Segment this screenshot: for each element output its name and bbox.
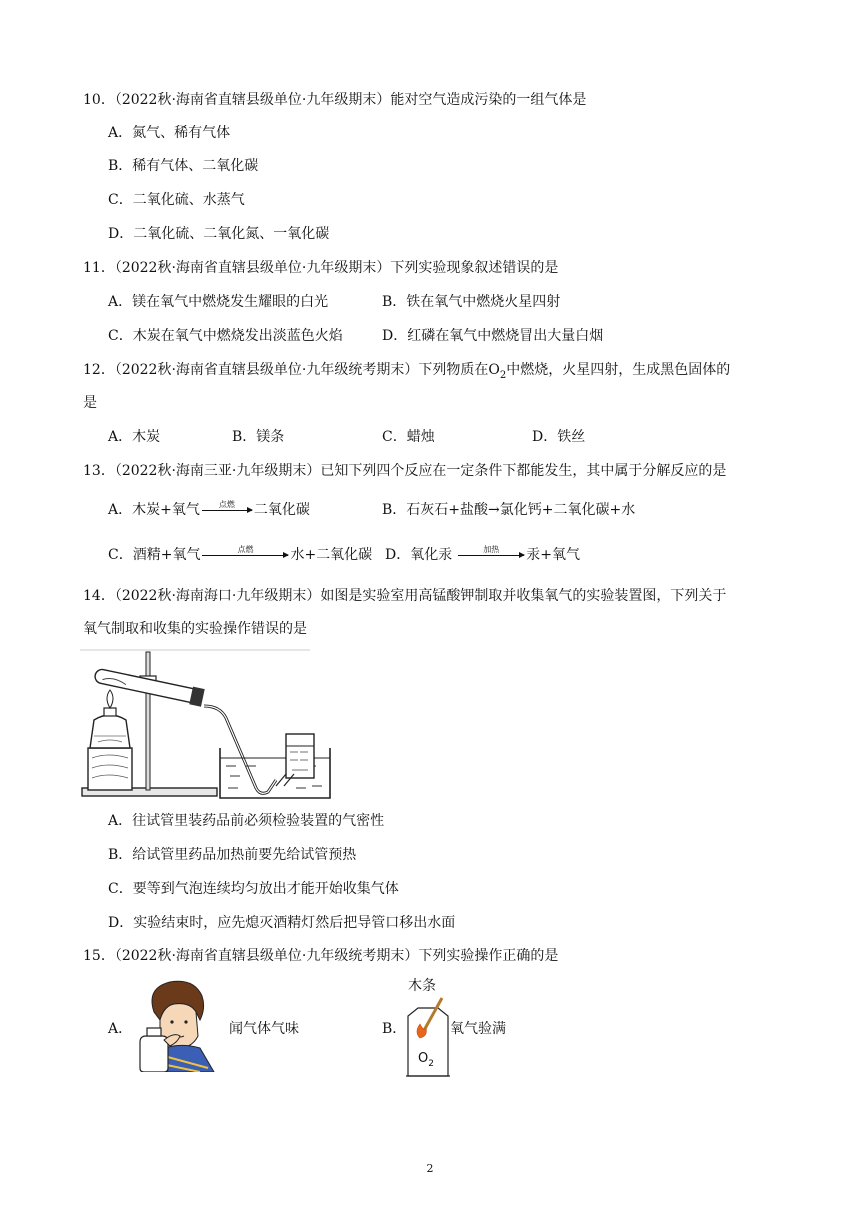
q12-stem bbox=[83, 360, 730, 386]
q14-option-c: C．要等到气泡连续均匀放出才能开始收集气体 bbox=[108, 881, 399, 897]
q15-option-a-letter: A． bbox=[108, 1021, 133, 1037]
q13-option-b: B．石灰石+盐酸→氯化钙+二氧化碳+水 bbox=[382, 502, 636, 518]
smell-gas-figure bbox=[134, 976, 224, 1072]
q13-option-c bbox=[108, 545, 372, 565]
oxygen-symbol: O bbox=[418, 1051, 429, 1066]
q11-option-d: D．红磷在氧气中燃烧冒出大量白烟 bbox=[382, 328, 604, 344]
reaction-arrow bbox=[458, 545, 524, 556]
q13-d-reactants: D．氧化汞 bbox=[385, 547, 453, 563]
q15-option-a-caption: 闻气体气味 bbox=[229, 1021, 299, 1037]
q12-stem-post: 中燃烧，火星四射，生成黑色固体的 bbox=[506, 362, 731, 378]
q13-a-products: 二氧化碳 bbox=[253, 502, 310, 518]
q15-option-b-caption: 氧气验满 bbox=[450, 1021, 506, 1037]
q15-option-b-letter: B． bbox=[382, 1021, 407, 1037]
q11-option-a: A．镁在氧气中燃烧发生耀眼的白光 bbox=[108, 294, 329, 310]
q14-stem-line1: 14．（2022秋·海南海口·九年级期末）如图是实验室用高锰酸钾制取并收集氧气的实验装置图，下列关于 bbox=[83, 588, 727, 604]
q13-d-products: 汞+氧气 bbox=[526, 547, 580, 563]
q12-option-b: B．镁条 bbox=[232, 429, 285, 445]
q11-option-b: B．铁在氧气中燃烧火星四射 bbox=[382, 294, 561, 310]
q10-option-d: D．二氧化硫、二氧化氮、一氧化碳 bbox=[108, 226, 330, 242]
reaction-condition: 加热 bbox=[483, 545, 500, 554]
page-number: 2 bbox=[426, 1162, 434, 1175]
q10-option-b: B．稀有气体、二氧化碳 bbox=[108, 158, 259, 174]
q12-stem-sub: 2 bbox=[499, 369, 507, 381]
q12-option-d: D．铁丝 bbox=[532, 429, 586, 445]
reaction-arrow bbox=[202, 500, 252, 511]
q11-option-c: C．木炭在氧气中燃烧发出淡蓝色火焰 bbox=[108, 328, 343, 344]
reaction-condition: 点燃 bbox=[218, 500, 235, 509]
q14-option-d: D．实验结束时，应先熄灭酒精灯然后把导管口移出水面 bbox=[108, 915, 456, 931]
q13-option-a bbox=[108, 500, 310, 520]
q14-stem-line2: 氧气制取和收集的实验操作错误的是 bbox=[83, 621, 307, 637]
q10-option-a: A．氮气、稀有气体 bbox=[108, 125, 231, 141]
wood-strip-label: 木条 bbox=[408, 978, 436, 994]
q10-stem: 10．（2022秋·海南省直辖县级单位·九年级期末）能对空气造成污染的一组气体是 bbox=[83, 92, 587, 108]
q12-option-a: A．木炭 bbox=[108, 429, 161, 445]
q12-stem-pre: 12．（2022秋·海南省直辖县级单位·九年级统考期末）下列物质在O bbox=[83, 362, 500, 378]
q15-stem: 15．（2022秋·海南省直辖县级单位·九年级统考期末）下列实验操作正确的是 bbox=[83, 948, 559, 964]
q13-c-reactants: C．酒精+氧气 bbox=[108, 547, 201, 563]
q12-option-c: C．蜡烛 bbox=[382, 429, 435, 445]
q13-option-d bbox=[385, 545, 580, 565]
q11-stem: 11．（2022秋·海南省直辖县级单位·九年级期末）下列实验现象叙述错误的是 bbox=[83, 260, 559, 276]
q13-stem: 13．（2022秋·海南三亚·九年级期末）已知下列四个反应在一定条件下都能发生，其中属于分解反应的是 bbox=[83, 463, 727, 479]
oxygen-subscript: 2 bbox=[428, 1059, 434, 1069]
q14-option-b: B．给试管里药品加热前要先给试管预热 bbox=[108, 847, 357, 863]
oxygen-apparatus-figure bbox=[80, 648, 370, 800]
q10-option-c: C．二氧化硫、水蒸气 bbox=[108, 192, 245, 208]
reaction-arrow bbox=[202, 545, 288, 556]
reaction-condition: 点燃 bbox=[237, 545, 254, 554]
q12-stem-line2: 是 bbox=[83, 395, 97, 411]
q13-c-products: 水+二氧化碳 bbox=[290, 547, 373, 563]
q13-a-reactants: A．木炭+氧气 bbox=[108, 502, 200, 518]
q14-option-a: A．往试管里装药品前必须检验装置的气密性 bbox=[108, 813, 385, 829]
